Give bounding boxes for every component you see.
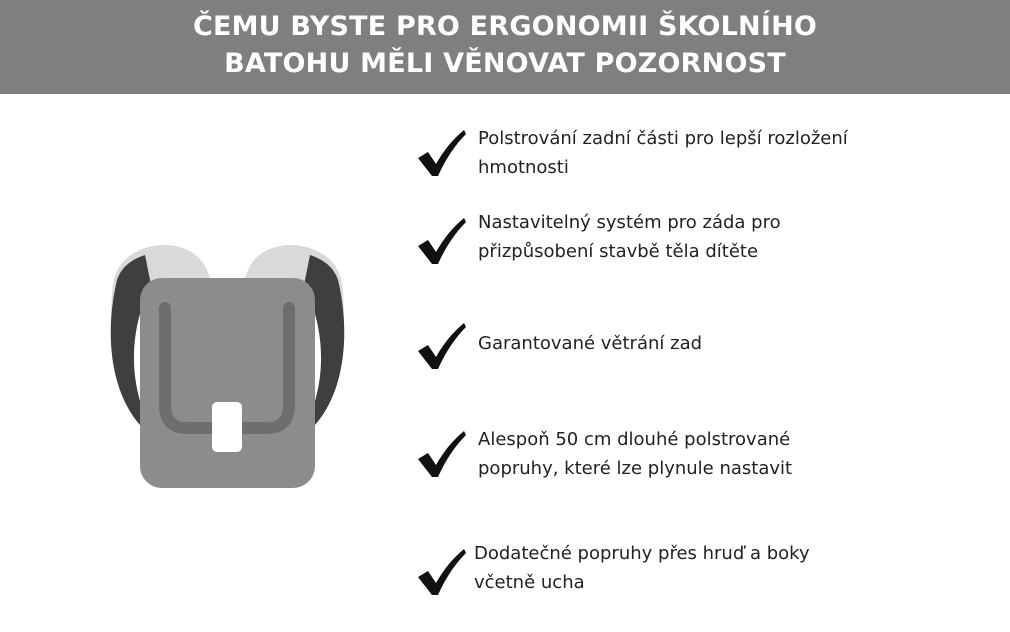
list-item-text (478, 208, 958, 266)
list-item-text-line-2: hmotnosti (478, 157, 569, 178)
list-item-text (478, 425, 958, 483)
list-item (412, 124, 972, 184)
page-title-line-2: BATOHU MĚLI VĚNOVAT POZORNOST (224, 48, 786, 79)
checkmark-icon (412, 128, 468, 184)
checkmark-icon (412, 547, 468, 603)
checkmark-icon (412, 429, 468, 485)
checkmark-icon (412, 216, 468, 272)
page-title-line-1: ČEMU BYSTE PRO ERGONOMII ŠKOLNÍHO (192, 11, 818, 42)
list-item (412, 425, 972, 485)
list-item-text-line-1: Nastavitelný systém pro záda pro (478, 212, 781, 233)
list-item (412, 208, 972, 268)
list-item-text-line-2: včetně ucha (474, 572, 585, 593)
list-item-text-line-2: popruhy, které lze plynule nastavit (478, 458, 793, 479)
backpack-icon (95, 230, 360, 495)
list-item-text-line-1: Alespoň 50 cm dlouhé polstrované (478, 429, 791, 450)
list-item-text-line-1: Polstrování zadní části pro lepší rozložení (478, 128, 848, 149)
list-item (412, 539, 972, 599)
checkmark-icon (412, 321, 468, 377)
list-item-text (478, 124, 958, 182)
list-item-text-line-2: přizpůsobení stavbě těla dítěte (478, 241, 759, 262)
page-title (0, 0, 1010, 94)
list-item-text-line-1: Dodatečné popruhy přes hruď a boky (474, 543, 810, 564)
list-item-text (474, 539, 954, 597)
list-item (412, 329, 972, 389)
list-item-text (478, 329, 958, 358)
list-item-text-line-1: Garantované větrání zad (478, 333, 703, 354)
